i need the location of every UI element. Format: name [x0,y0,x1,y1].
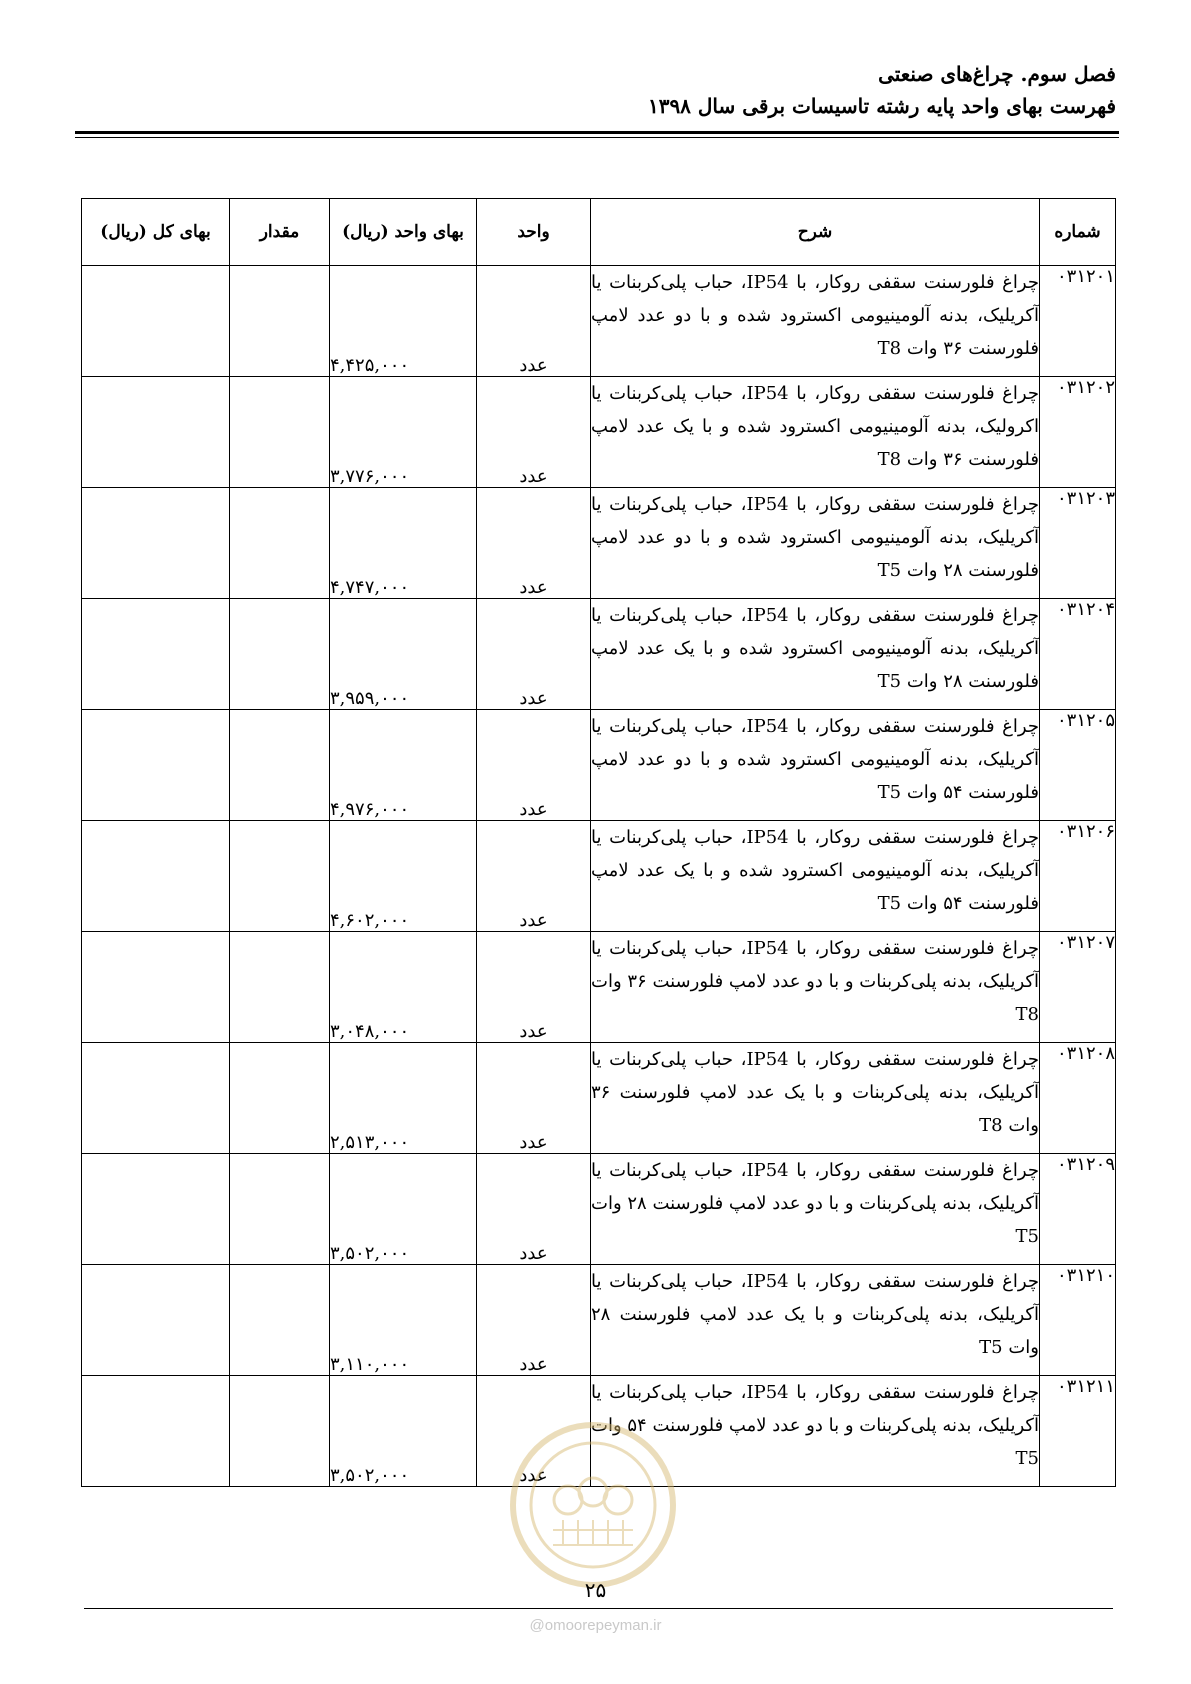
item-quantity [230,1154,330,1265]
item-total-price [82,821,230,932]
item-unit: عدد [477,488,591,599]
item-description: چراغ فلورسنت سقفی روکار، با IP54، حباب پلی‌کربنات یا آکریلیک، بدنه پلی‌کربنات و با دو عدد لامپ فلورسنت ۲۸ وات T5 [591,1154,1040,1265]
item-unit: عدد [477,377,591,488]
item-total-price [82,377,230,488]
item-quantity [230,932,330,1043]
chapter-title: فصل سوم. چراغ‌های صنعتی [878,62,1116,86]
item-code: ۰۳۱۲۰۶ [1040,821,1116,932]
header-rule-thin [75,137,1119,138]
item-code: ۰۳۱۲۰۵ [1040,710,1116,821]
item-unit-price: ۳,۰۴۸,۰۰۰ [330,932,477,1043]
item-quantity [230,377,330,488]
item-code: ۰۳۱۲۰۴ [1040,599,1116,710]
table-row [82,710,1116,821]
item-code: ۰۳۱۲۰۱ [1040,266,1116,377]
item-description: چراغ فلورسنت سقفی روکار، با IP54، حباب پلی‌کربنات یا اکرولیک، بدنه آلومینیومی اکسترود شده و با یک عدد لامپ فلورسنت ۳۶ وات T8 [591,377,1040,488]
item-unit-price: ۳,۹۵۹,۰۰۰ [330,599,477,710]
item-total-price [82,266,230,377]
table-row [82,599,1116,710]
item-total-price [82,932,230,1043]
item-total-price [82,710,230,821]
column-header-unit: واحد [477,199,591,266]
footer-rule [84,1608,1113,1609]
item-total-price [82,1154,230,1265]
item-total-price [82,1265,230,1376]
item-total-price [82,488,230,599]
page-number: ۲۵ [584,1578,607,1602]
table-row [82,1043,1116,1154]
item-quantity [230,1265,330,1376]
item-unit: عدد [477,1376,591,1487]
table-row [82,488,1116,599]
item-description: چراغ فلورسنت سقفی روکار، با IP54، حباب پلی‌کربنات یا آکریلیک، بدنه آلومینیومی اکسترود شده و با دو عدد لامپ فلورسنت ۲۸ وات T5 [591,488,1040,599]
item-unit: عدد [477,1265,591,1376]
table-row [82,1265,1116,1376]
item-unit-price: ۳,۵۰۲,۰۰۰ [330,1376,477,1487]
item-quantity [230,821,330,932]
item-unit: عدد [477,266,591,377]
item-code: ۰۳۱۲۰۸ [1040,1043,1116,1154]
item-unit: عدد [477,821,591,932]
item-code: ۰۳۱۲۰۷ [1040,932,1116,1043]
column-header-number: شماره [1040,199,1116,266]
item-quantity [230,266,330,377]
item-unit-price: ۲,۵۱۳,۰۰۰ [330,1043,477,1154]
item-description: چراغ فلورسنت سقفی روکار، با IP54، حباب پلی‌کربنات یا آکریلیک، بدنه آلومینیومی اکسترود شده و با دو عدد لامپ فلورسنت ۵۴ وات T5 [591,710,1040,821]
column-header-description: شرح [591,199,1040,266]
item-quantity [230,599,330,710]
item-unit: عدد [477,1043,591,1154]
column-header-quantity: مقدار [230,199,330,266]
item-total-price [82,599,230,710]
table-header-row [82,199,1116,266]
item-description: چراغ فلورسنت سقفی روکار، با IP54، حباب پلی‌کربنات یا آکریلیک، بدنه آلومینیومی اکسترود شده و با یک عدد لامپ فلورسنت ۵۴ وات T5 [591,821,1040,932]
item-description: چراغ فلورسنت سقفی روکار، با IP54، حباب پلی‌کربنات یا آکریلیک، بدنه پلی‌کربنات و با یک عدد لامپ فلورسنت ۳۶ وات T8 [591,1043,1040,1154]
item-quantity [230,710,330,821]
column-header-total-price: بهای کل (ریال) [82,199,230,266]
column-header-unit-price: بهای واحد (ریال) [330,199,477,266]
table-row [82,1154,1116,1265]
item-code: ۰۳۱۲۱۱ [1040,1376,1116,1487]
item-unit-price: ۴,۷۴۷,۰۰۰ [330,488,477,599]
item-total-price [82,1043,230,1154]
watermark-text: @omoorepeyman.ir [529,1617,662,1634]
table-row [82,377,1116,488]
item-unit: عدد [477,599,591,710]
item-description: چراغ فلورسنت سقفی روکار، با IP54، حباب پلی‌کربنات یا آکریلیک، بدنه پلی‌کربنات و با یک عدد لامپ فلورسنت ۲۸ وات T5 [591,1265,1040,1376]
price-list-table [81,198,1116,1487]
item-unit-price: ۴,۶۰۲,۰۰۰ [330,821,477,932]
item-unit-price: ۴,۴۲۵,۰۰۰ [330,266,477,377]
item-code: ۰۳۱۲۰۲ [1040,377,1116,488]
item-unit-price: ۳,۷۷۶,۰۰۰ [330,377,477,488]
item-unit-price: ۴,۹۷۶,۰۰۰ [330,710,477,821]
table-row [82,932,1116,1043]
item-code: ۰۳۱۲۰۹ [1040,1154,1116,1265]
header-rule-thick [75,131,1119,134]
watermark-seal-icon [508,1420,678,1590]
document-title: فهرست بهای واحد پایه رشته تاسیسات برقی سال ۱۳۹۸ [647,94,1116,118]
item-unit: عدد [477,1154,591,1265]
page-header [75,58,1116,122]
item-description: چراغ فلورسنت سقفی روکار، با IP54، حباب پلی‌کربنات یا آکریلیک، بدنه آلومینیومی اکسترود شده و با دو عدد لامپ فلورسنت ۳۶ وات T8 [591,266,1040,377]
item-quantity [230,488,330,599]
item-code: ۰۳۱۲۱۰ [1040,1265,1116,1376]
item-unit-price: ۳,۵۰۲,۰۰۰ [330,1154,477,1265]
item-total-price [82,1376,230,1487]
item-code: ۰۳۱۲۰۳ [1040,488,1116,599]
item-description: چراغ فلورسنت سقفی روکار، با IP54، حباب پلی‌کربنات یا آکریلیک، بدنه پلی‌کربنات و با دو عدد لامپ فلورسنت ۵۴ وات T5 [591,1376,1040,1487]
table-row [82,821,1116,932]
item-description: چراغ فلورسنت سقفی روکار، با IP54، حباب پلی‌کربنات یا آکریلیک، بدنه آلومینیومی اکسترود شده و با یک عدد لامپ فلورسنت ۲۸ وات T5 [591,599,1040,710]
item-unit: عدد [477,932,591,1043]
item-description: چراغ فلورسنت سقفی روکار، با IP54، حباب پلی‌کربنات یا آکریلیک، بدنه پلی‌کربنات و با دو عدد لامپ فلورسنت ۳۶ وات T8 [591,932,1040,1043]
item-quantity [230,1376,330,1487]
item-unit-price: ۳,۱۱۰,۰۰۰ [330,1265,477,1376]
item-quantity [230,1043,330,1154]
item-unit: عدد [477,710,591,821]
table-row [82,266,1116,377]
